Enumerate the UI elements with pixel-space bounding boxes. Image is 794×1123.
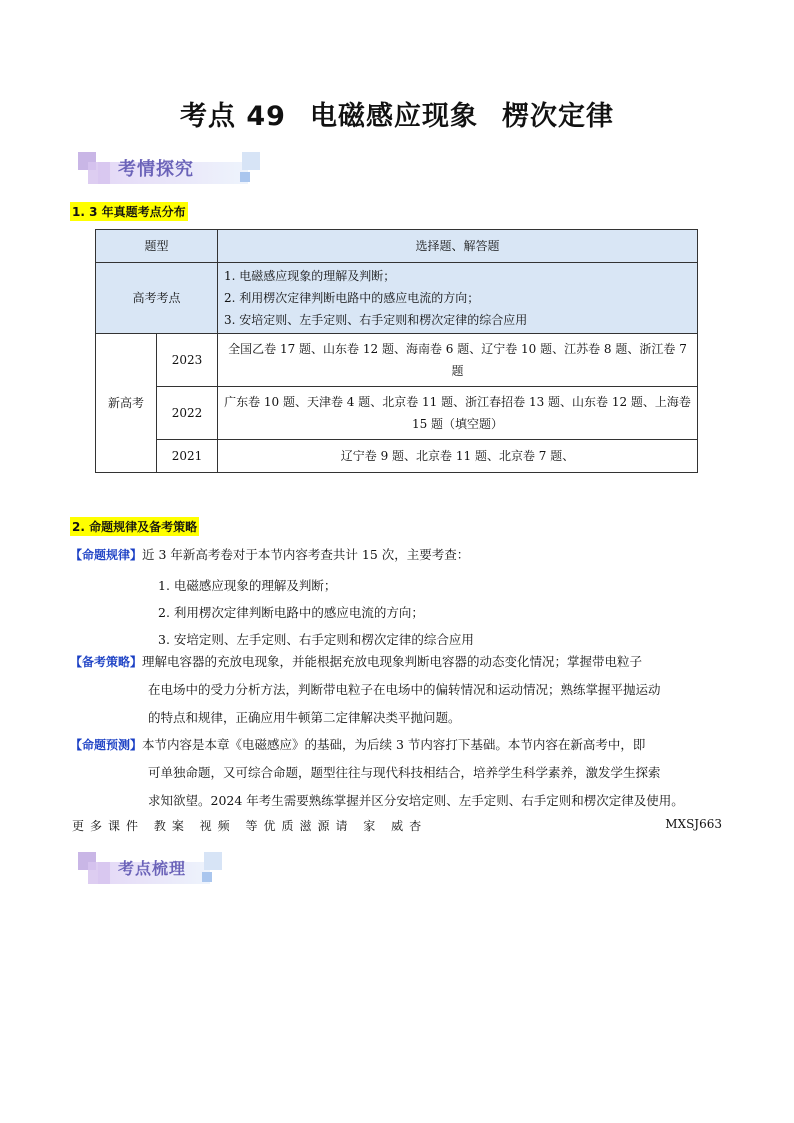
title-topic-2: 楞次定律 (501, 101, 614, 132)
table-row (96, 440, 698, 473)
title-number: 考点 49 (180, 101, 286, 132)
predict-line: 本节内容是本章《电磁感应》的基础，为后续 3 节内容打下基础。本节内容在新高考中，即 (142, 737, 646, 752)
list-item: 1. 电磁感应现象的理解及判断； (158, 578, 337, 593)
list-item: 2. 利用楞次定律判断电路中的感应电流的方向； (158, 605, 424, 620)
kaodian-item: 1. 电磁感应现象的理解及判断； (224, 269, 396, 283)
footer-code: MXSJ663 (665, 817, 722, 831)
table-row (96, 230, 698, 263)
strategy-tag: 【备考策略】 (70, 655, 143, 669)
strategy-line: 理解电容器的充放电现象，并能根据充放电现象判断电容器的动态变化情况；掌握带电粒子 (142, 654, 643, 669)
table-label-kaodian: 高考考点 (96, 263, 218, 334)
exam-distribution-table (95, 229, 698, 473)
year-cell: 2021 (157, 440, 218, 473)
footer-watermark (72, 817, 722, 834)
predict-paragraph (70, 731, 726, 815)
predict-line: 可单独命题，又可综合命题，题型往往与现代科技相结合，培养学生科学素养，激发学生探索 (148, 765, 661, 780)
strategy-line: 在电场中的受力分析方法，判断带电粒子在电场中的偏转情况和运动情况；熟练掌握平抛运动 (148, 682, 661, 697)
banner-label: 考点梳理 (118, 859, 187, 878)
strategy-line: 的特点和规律，正确应用牛顿第二定律解决类平抛问题。 (148, 710, 461, 725)
list-item: 3. 安培定则、左手定则、右手定则和楞次定律的综合应用 (158, 632, 474, 647)
section-heading-2: 2. 命题规律及备考策略 (70, 517, 199, 536)
table-header-type: 题型 (96, 230, 218, 263)
footer-left-text: 更多课件 教案 视频 等优质滋源请 家 威杏 (72, 819, 428, 833)
table-label-xingaokao: 新高考 (96, 334, 157, 473)
section-banner-kaoqing (78, 152, 260, 186)
rule-text: 近 3 年新高考卷对于本节内容考查共计 15 次，主要考查： (142, 547, 470, 562)
page-title (0, 94, 794, 133)
year-questions: 辽宁卷 9 题、北京卷 11 题、北京卷 7 题、 (218, 440, 698, 473)
predict-tag: 【命题预测】 (70, 738, 143, 752)
kaodian-item: 3. 安培定则、左手定则、右手定则和楞次定律的综合应用 (224, 313, 528, 327)
year-cell: 2023 (157, 334, 218, 387)
year-questions: 广东卷 10 题、天津卷 4 题、北京卷 11 题、浙江春招卷 13 题、山东卷 12 题、上海卷 15 题（填空题） (218, 387, 698, 440)
table-kaodian-list (218, 263, 698, 334)
kaodian-item: 2. 利用楞次定律判断电路中的感应电流的方向； (224, 291, 480, 305)
section-banner-shuli (78, 852, 222, 886)
title-topic-1: 电磁感应现象 (309, 101, 478, 132)
table-row (96, 263, 698, 334)
predict-line: 求知欲望。2024 年考生需要熟练掌握并区分安培定则、左手定则、右手定则和楞次定律及使用。 (148, 793, 684, 808)
rule-tag: 【命题规律】 (70, 548, 143, 562)
section-heading-1: 1. 3 年真题考点分布 (70, 202, 188, 221)
table-row (96, 387, 698, 440)
table-row (96, 334, 698, 387)
year-questions: 全国乙卷 17 题、山东卷 12 题、海南卷 6 题、辽宁卷 10 题、江苏卷 8 题、浙江卷 7 题 (218, 334, 698, 387)
strategy-paragraph (70, 648, 726, 732)
table-header-value: 选择题、解答题 (218, 230, 698, 263)
rule-paragraph (70, 541, 469, 569)
year-cell: 2022 (157, 387, 218, 440)
banner-label: 考情探究 (118, 159, 194, 180)
